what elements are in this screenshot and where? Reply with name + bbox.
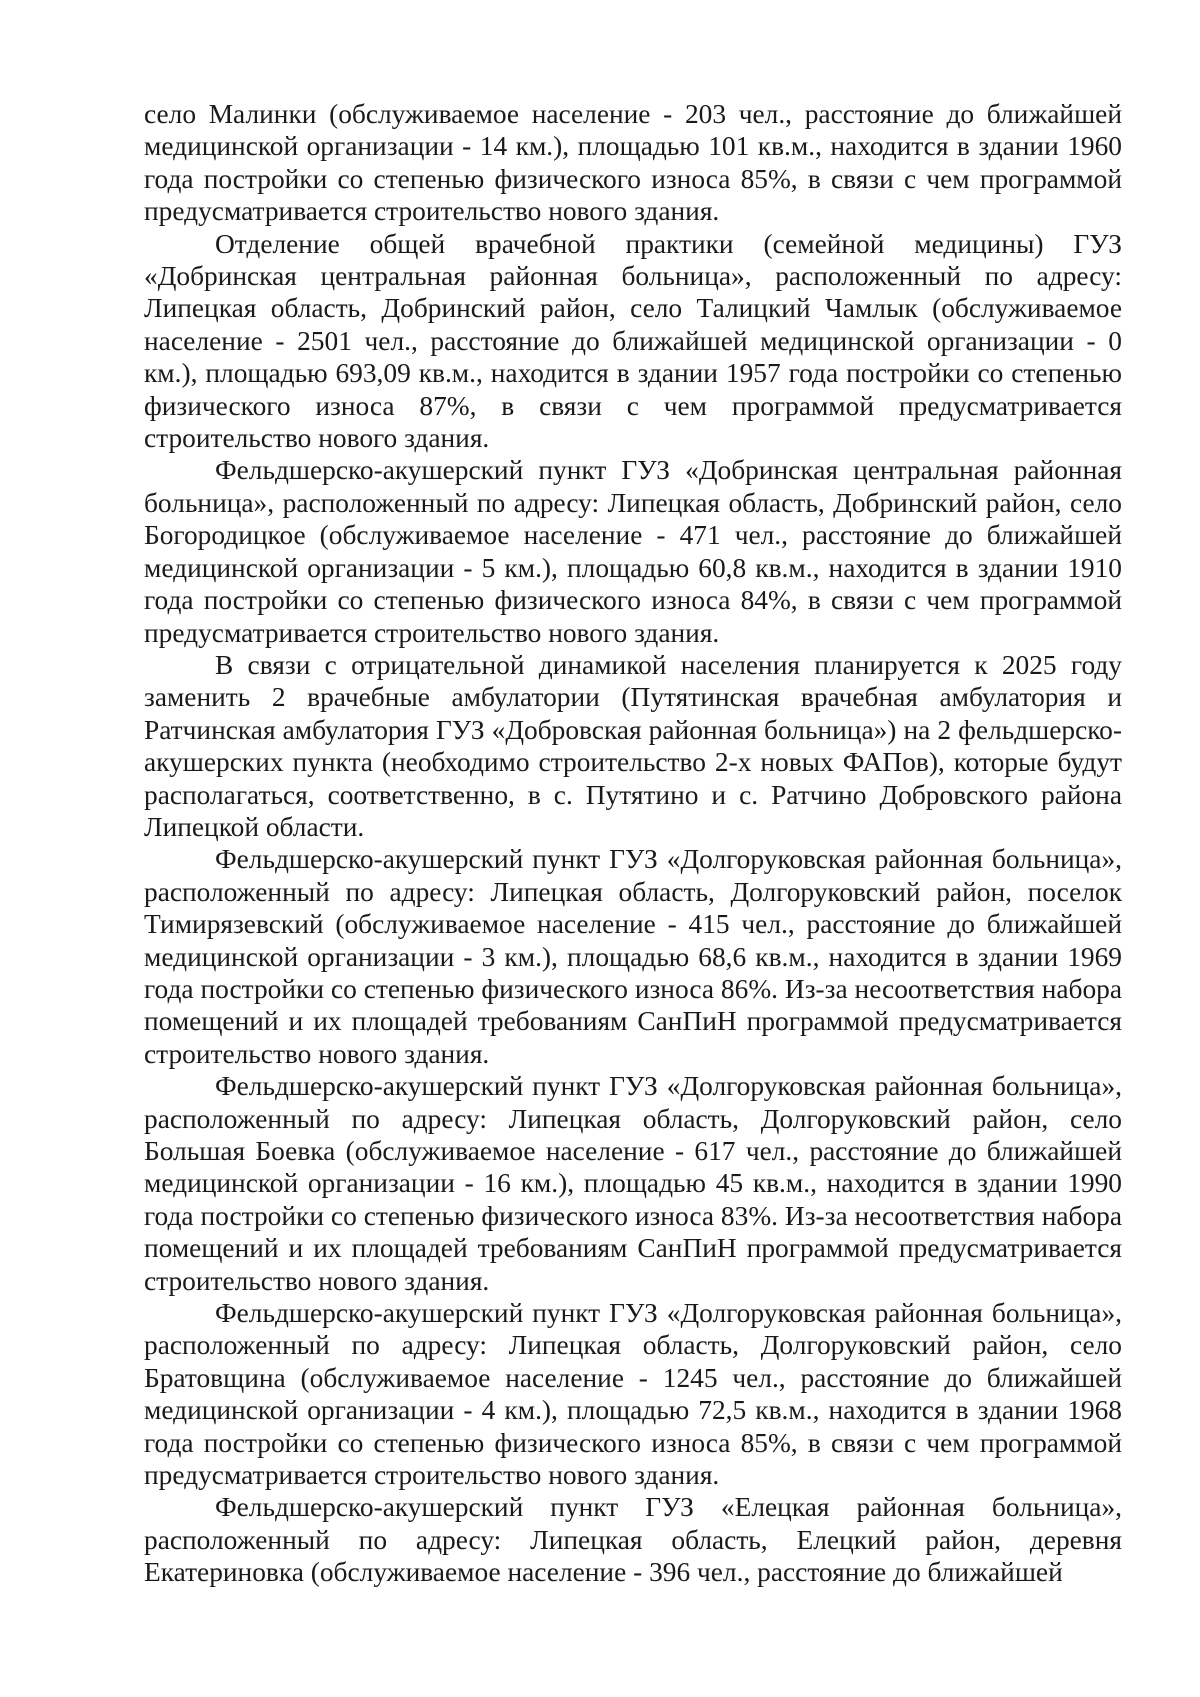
paragraph-malinki: село Малинки (обслуживаемое население - 203 чел., расстояние до ближайшей медицинской организации - 14 км.), площадью 101 кв.м., находится в здании 1960 года постройки со степенью физического износа 85%, в связи с чем программой предусматривается строительство нового здания. [144,99,1122,227]
paragraph-dobrovskaya-ambulatories: В связи с отрицательной динамикой населения планируется к 2025 году заменить 2 врачебные амбулатории (Путятинская врачебная амбулатория и Ратчинская амбулатория ГУЗ «Добровская районная больница») на 2 фельдшерско-акушерских пункта (необходимо строительство 2-х новых ФАПов), которые будут располагаться, соответственно, в с. Путятино и с. Ратчино Добровского района Липецкой области. [144,649,1122,842]
paragraph-talitsky-chamlyk: Отделение общей врачебной практики (семейной медицины) ГУЗ «Добринская центральная районная больница», расположенный по адресу: Липецкая область, Добринский район, село Талицкий Чамлык (обслуживаемое население - 2501 чел., расстояние до ближайшей медицинской организации - 0 км.), площадью 693,09 кв.м., находится в здании 1957 года постройки со степенью физического износа 87%, в связи с чем программой предусматривается строительство нового здания. [144,228,1122,454]
paragraph-ekaterinovka: Фельдшерско-акушерский пункт ГУЗ «Елецкая районная больница», расположенный по адресу: Липецкая область, Елецкий район, деревня Екатериновка (обслуживаемое население - 396 чел., расстояние до ближайшей [144,1492,1122,1588]
paragraph-bratovshchina: Фельдшерско-акушерский пункт ГУЗ «Долгоруковская районная больница», расположенный по адресу: Липецкая область, Долгоруковский район, село Братовщина (обслуживаемое население - 1245 чел., расстояние до ближайшей медицинской организации - 4 км.), площадью 72,5 кв.м., находится в здании 1968 года постройки со степенью физического износа 85%, в связи с чем программой предусматривается строительство нового здания. [144,1298,1122,1491]
paragraph-bogoroditskoe: Фельдшерско-акушерский пункт ГУЗ «Добринская центральная районная больница», расположенный по адресу: Липецкая область, Добринский район, село Богородицкое (обслуживаемое население - 471 чел., расстояние до ближайшей медицинской организации - 5 км.), площадью 60,8 кв.м., находится в здании 1910 года постройки со степенью физического износа 84%, в связи с чем программой предусматривается строительство нового здания. [144,455,1122,648]
document-page [144,98,1122,1589]
paragraph-bolshaya-boevka: Фельдшерско-акушерский пункт ГУЗ «Долгоруковская районная больница», расположенный по адресу: Липецкая область, Долгоруковский район, село Большая Боевка (обслуживаемое население - 617 чел., расстояние до ближайшей медицинской организации - 16 км.), площадью 45 кв.м., находится в здании 1990 года постройки со степенью физического износа 83%. Из-за несоответствия набора помещений и их площадей требованиям СанПиН программой предусматривается строительство нового здания. [144,1071,1122,1296]
paragraph-timiryazevsky: Фельдшерско-акушерский пункт ГУЗ «Долгоруковская районная больница», расположенный по адресу: Липецкая область, Долгоруковский район, поселок Тимирязевский (обслуживаемое население - 415 чел., расстояние до ближайшей медицинской организации - 3 км.), площадью 68,6 кв.м., находится в здании 1969 года постройки со степенью физического износа 86%. Из-за несоответствия набора помещений и их площадей требованиям СанПиН программой предусматривается строительство нового здания. [144,844,1122,1069]
